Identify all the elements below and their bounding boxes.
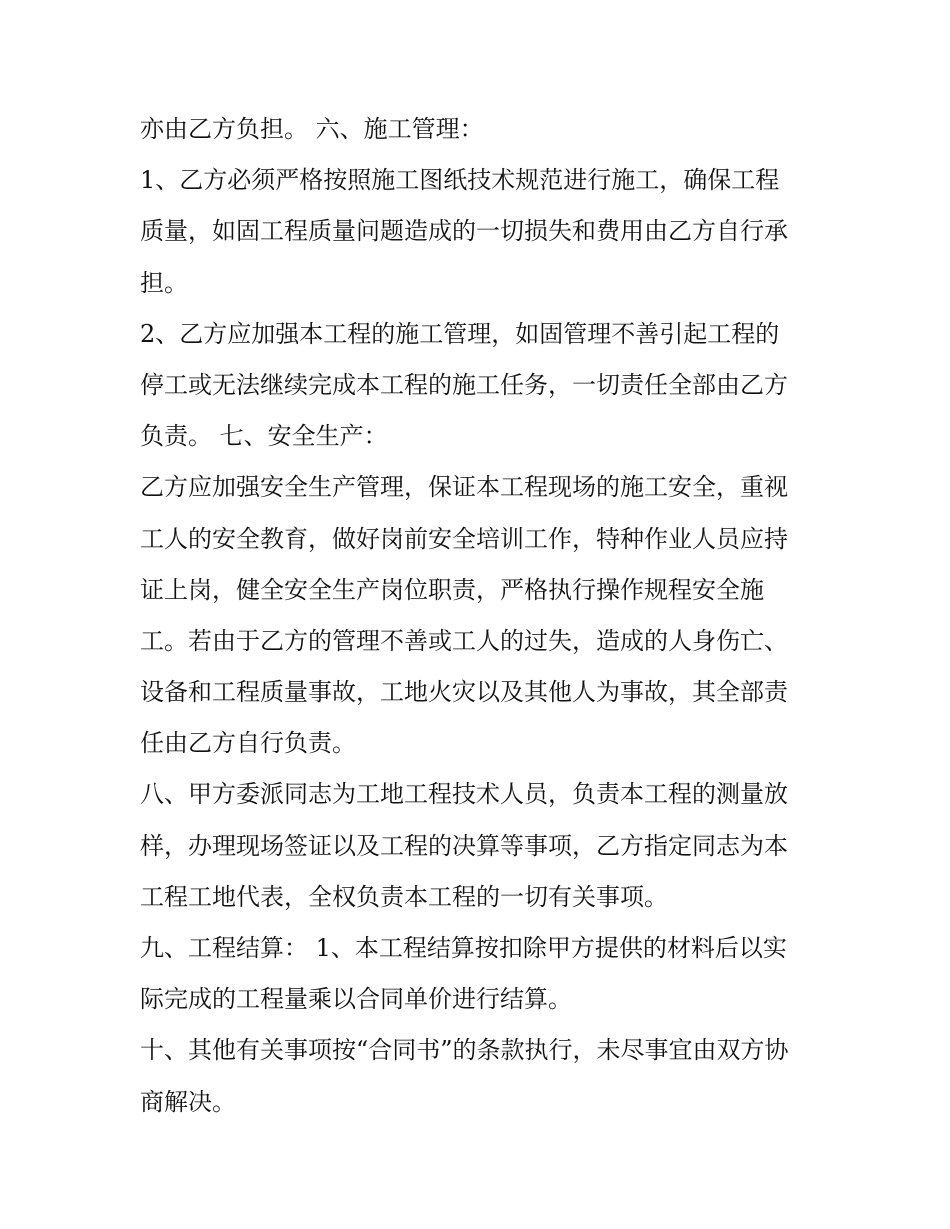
text-line: 九、工程结算： 1、本工程结算按扣除甲方提供的材料后以实 (140, 934, 787, 962)
text-line: 八、甲方委派同志为工地工程技术人员，负责本工程的测量放 (140, 780, 788, 809)
text-line: 证上岗，健全安全生产岗位职责，严格执行操作规程安全施 (140, 575, 764, 604)
text-line: 十、其他有关事项按“合同书”的条款执行，未尽事宜由双方协 (140, 1036, 789, 1065)
text-line: 商解决。 (140, 1087, 236, 1116)
text-line: 停工或无法继续完成本工程的施工任务，一切责任全部由乙方 (140, 370, 788, 399)
text-line: 工程工地代表，全权负责本工程的一切有关事项。 (140, 882, 668, 911)
contract-text (140, 104, 820, 1128)
text-line: 负责。 七、安全生产： (140, 422, 388, 451)
text-line: 工。若由于乙方的管理不善或工人的过失，造成的人身伤亡、 (140, 626, 788, 655)
text-line: 设备和工程质量事故，工地火灾以及其他人为事故，其全部责 (140, 678, 788, 707)
text-line: 乙方应加强安全生产管理，保证本工程现场的施工安全，重视 (140, 473, 788, 502)
text-line: 任由乙方自行负责。 (140, 729, 356, 758)
text-line: 际完成的工程量乘以合同单价进行结算。 (140, 985, 572, 1014)
text-line: 亦由乙方负担。 六、施工管理： (140, 115, 484, 143)
text-line: 担。 (140, 268, 188, 297)
text-line: 2、乙方应加强本工程的施工管理，如固管理不善引起工程的 (140, 319, 780, 348)
text-line: 质量，如固工程质量问题造成的一切损失和费用由乙方自行承 (140, 217, 788, 246)
text-line: 工人的安全教育，做好岗前安全培训工作，特种作业人员应持 (140, 524, 788, 553)
text-line: 1、乙方必须严格按照施工图纸技术规范进行施工，确保工程 (140, 166, 780, 195)
text-line: 样，办理现场签证以及工程的决算等事项，乙方指定同志为本 (140, 831, 788, 860)
